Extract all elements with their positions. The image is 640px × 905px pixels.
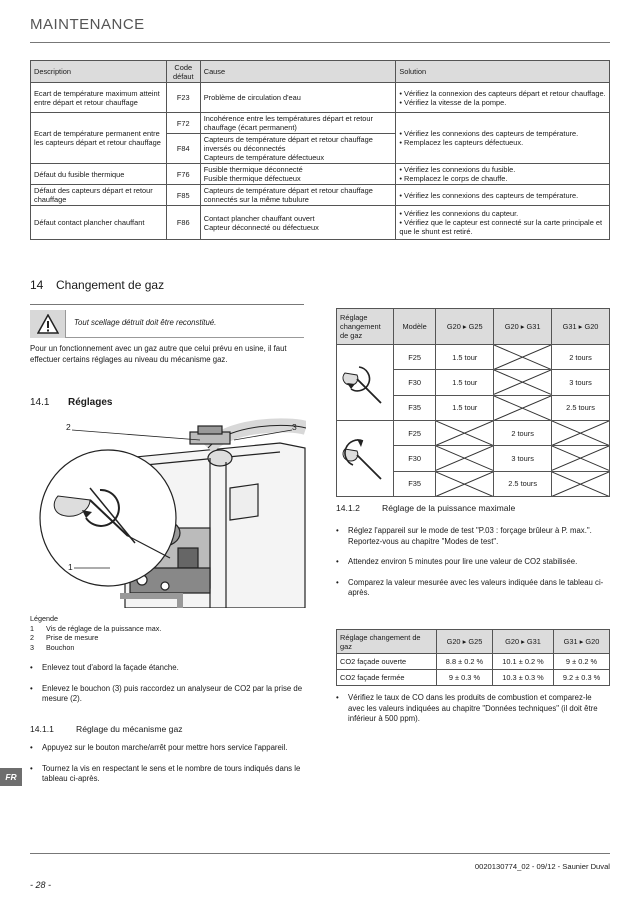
cell-solution: • Vérifiez les connexions du capteur. • Vérifiez que le capteur est connecté sur la carte principale et que le shunt est retiré.	[396, 206, 610, 240]
list-item: • Tournez la vis en respectant le sens et le nombre de tours indiqués dans le tableau ci-après.	[30, 764, 306, 785]
cell-value: 1.5 tour	[436, 395, 494, 420]
footer-reference: 0020130774_02 - 09/12 - Saunier Duval	[474, 862, 610, 871]
cell-model: F25	[394, 345, 436, 370]
cell-model: F30	[394, 370, 436, 395]
cross-mark	[494, 370, 551, 394]
empty-cell-cross	[552, 421, 610, 446]
cell-description: Défaut des capteurs départ et retour chauffage	[31, 185, 167, 206]
cell-value: 3 tours	[552, 370, 610, 395]
col-header: G20 ▸ G31	[492, 630, 553, 654]
section-title: Réglage du mécanisme gaz	[76, 724, 183, 734]
cell-code: F84	[166, 134, 200, 164]
col-header: Réglage changement de gaz	[337, 309, 394, 345]
bullet-list-left-a	[30, 663, 306, 705]
section-number: 14.1.1	[30, 724, 54, 734]
col-header-cause: Cause	[200, 61, 396, 83]
warning-triangle-icon	[37, 314, 59, 334]
cross-mark	[436, 421, 493, 445]
col-header-solution: Solution	[396, 61, 610, 83]
cell-cause: Problème de circulation d'eau	[200, 83, 396, 113]
cell-model: F25	[394, 421, 436, 446]
cross-mark	[436, 472, 493, 496]
cell-model: F35	[394, 395, 436, 420]
list-item: • Vérifiez le taux de CO dans les produits de combustion et comparez-le avec les valeurs indiquées au chapitre "Données techniques" (il doit être inférieur à 500 ppm).	[336, 693, 610, 725]
warning-icon-box	[30, 310, 66, 338]
cell-cause: Fusible thermique déconnecté Fusible thermique défectueux	[200, 164, 396, 185]
callout-label-2: 2	[66, 422, 71, 432]
section-14-1-heading	[30, 397, 112, 408]
screwdriver-counterclockwise-cell	[337, 421, 394, 497]
empty-cell-cross	[436, 421, 494, 446]
cell-value: 1.5 tour	[436, 370, 494, 395]
cell-description: Ecart de température permanent entre les capteurs départ et retour chauffage	[31, 113, 167, 164]
empty-cell-cross	[494, 370, 552, 395]
bullet-list-right-a	[336, 526, 610, 599]
cell-description: Ecart de température maximum atteint entre départ et retour chauffage	[31, 83, 167, 113]
warning-box	[30, 310, 304, 338]
intro-paragraph: Pour un fonctionnement avec un gaz autre que celui prévu en usine, il faut effectuer certains réglages au niveau du mécanisme gaz.	[30, 344, 287, 364]
cell-solution: • Vérifiez les connexions du fusible. • Remplacez le corps de chauffe.	[396, 164, 610, 185]
header-rule	[30, 42, 610, 43]
warning-text: Tout scellage détruit doit être reconstitué.	[74, 318, 217, 327]
section-14-heading	[30, 278, 164, 292]
cell-value: 9 ± 0.2 %	[554, 654, 610, 670]
section-14-1-2-heading	[336, 503, 515, 513]
figure-legend	[30, 614, 161, 652]
empty-cell-cross	[494, 395, 552, 420]
co2-values-table	[336, 629, 610, 686]
cell-solution: • Vérifiez la connexion des capteurs départ et retour chauffage. • Vérifiez la vitesse de la pompe.	[396, 83, 610, 113]
col-header: Modèle	[394, 309, 436, 345]
cell-solution: • Vérifiez les connexions des capteurs de température.	[396, 185, 610, 206]
table-row	[337, 670, 610, 686]
list-item: • Réglez l'appareil sur le mode de test "P.03 : forçage brûleur à P. max.". Reportez-vous au chapitre "Modes de test".	[336, 526, 610, 547]
screwdriver-clockwise-cell	[337, 345, 394, 421]
cell-cause: Incohérence entre les températures départ et retour chauffage (écart permanent)	[200, 113, 396, 134]
col-header-code: Code défaut	[166, 61, 200, 83]
bullet-list-right-b	[336, 693, 610, 725]
col-header: G20 ▸ G31	[494, 309, 552, 345]
cell-value: 8.8 ± 0.2 %	[437, 654, 493, 670]
empty-cell-cross	[494, 345, 552, 370]
cell-label: CO2 façade fermée	[337, 670, 437, 686]
cell-cause: Capteurs de température départ et retour chauffage connectés sur la même tubulure	[200, 185, 396, 206]
cell-value: 10.1 ± 0.2 %	[492, 654, 553, 670]
cell-cause: Capteurs de température départ et retour chauffage inversés ou déconnectés Capteurs de température défectueux	[200, 134, 396, 164]
list-item: • Enlevez le bouchon (3) puis raccordez un analyseur de CO2 par la prise de mesure (2).	[30, 684, 306, 705]
cell-code: F23	[166, 83, 200, 113]
empty-cell-cross	[436, 446, 494, 471]
section-number: 14.1.2	[336, 503, 360, 513]
cross-mark	[552, 472, 609, 496]
cell-value: 3 tours	[494, 446, 552, 471]
cell-value: 2.5 tours	[494, 471, 552, 496]
legend-item: 1 Vis de réglage de la puissance max.	[30, 623, 162, 633]
empty-cell-cross	[436, 471, 494, 496]
legend-title: Légende	[30, 614, 58, 623]
bullet-list-left-b	[30, 743, 306, 785]
section-rule	[30, 304, 304, 305]
list-item: • Attendez environ 5 minutes pour lire une valeur de CO2 stabilisée.	[336, 557, 610, 568]
cell-description: Défaut du fusible thermique	[31, 164, 167, 185]
footer-rule	[30, 853, 610, 854]
legend-item: 3 Bouchon	[30, 642, 75, 652]
cell-code: F85	[166, 185, 200, 206]
table-row	[337, 345, 610, 370]
cell-value: 2 tours	[552, 345, 610, 370]
language-tab: FR	[0, 768, 22, 786]
col-header: G20 ▸ G25	[437, 630, 493, 654]
cell-value: 2.5 tours	[552, 395, 610, 420]
col-header: G20 ▸ G25	[436, 309, 494, 345]
table-header-row	[337, 309, 610, 345]
table-header-row	[337, 630, 610, 654]
table-row	[31, 83, 610, 113]
cell-description: Défaut contact plancher chauffant	[31, 206, 167, 240]
page-number: - 28 -	[30, 880, 52, 890]
maintenance-table	[30, 60, 610, 240]
cell-value: 2 tours	[494, 421, 552, 446]
section-number: 14	[30, 278, 44, 292]
cell-cause: Contact plancher chauffant ouvert Capteur déconnecté ou défectueux	[200, 206, 396, 240]
table-row	[337, 654, 610, 670]
list-item: • Appuyez sur le bouton marche/arrêt pour mettre hors service l'appareil.	[30, 743, 306, 754]
cross-mark	[494, 345, 551, 369]
cell-value: 1.5 tour	[436, 345, 494, 370]
col-header: G31 ▸ G20	[552, 309, 610, 345]
table-row	[31, 206, 610, 240]
cell-model: F30	[394, 446, 436, 471]
cell-value: 9.2 ± 0.3 %	[554, 670, 610, 686]
col-header: Réglage changement de gaz	[337, 630, 437, 654]
empty-cell-cross	[552, 471, 610, 496]
list-item: • Comparez la valeur mesurée avec les valeurs indiquée dans le tableau ci-après.	[336, 578, 610, 599]
empty-cell-cross	[552, 446, 610, 471]
table-row	[31, 185, 610, 206]
section-14-1-1-heading	[30, 724, 183, 734]
list-item: • Enlevez tout d'abord la façade étanche.	[30, 663, 306, 674]
cell-code: F72	[166, 113, 200, 134]
cell-value: 10.3 ± 0.3 %	[492, 670, 553, 686]
cross-mark	[436, 446, 493, 470]
cell-code: F76	[166, 164, 200, 185]
legend-item: 2 Prise de mesure	[30, 633, 99, 642]
page-header-title: MAINTENANCE	[30, 16, 145, 33]
cell-code: F86	[166, 206, 200, 240]
section-title: Réglages	[68, 397, 113, 408]
callout-label-1: 1	[68, 562, 73, 572]
col-header-description: Description	[31, 61, 167, 83]
table-header-row	[31, 61, 610, 83]
cell-solution: • Vérifiez les connexions des capteurs de température. • Remplacez les capteurs défectueux.	[396, 113, 610, 164]
gas-change-table	[336, 308, 610, 497]
cell-model: F35	[394, 471, 436, 496]
gas-mechanism-illustration	[30, 418, 306, 608]
table-row	[31, 113, 610, 134]
screwdriver-counterclockwise-icon	[337, 421, 393, 494]
table-row	[337, 421, 610, 446]
cell-label: CO2 façade ouverte	[337, 654, 437, 670]
section-title: Réglage de la puissance maximale	[382, 503, 516, 513]
cross-mark	[552, 446, 609, 470]
table-row	[31, 164, 610, 185]
section-title: Changement de gaz	[56, 278, 165, 292]
cross-mark	[494, 396, 551, 420]
cell-value: 9 ± 0.3 %	[437, 670, 493, 686]
section-number: 14.1	[30, 397, 50, 408]
col-header: G31 ▸ G20	[554, 630, 610, 654]
screwdriver-clockwise-icon	[337, 345, 393, 418]
callout-label-3: 3	[292, 422, 297, 432]
cross-mark	[552, 421, 609, 445]
